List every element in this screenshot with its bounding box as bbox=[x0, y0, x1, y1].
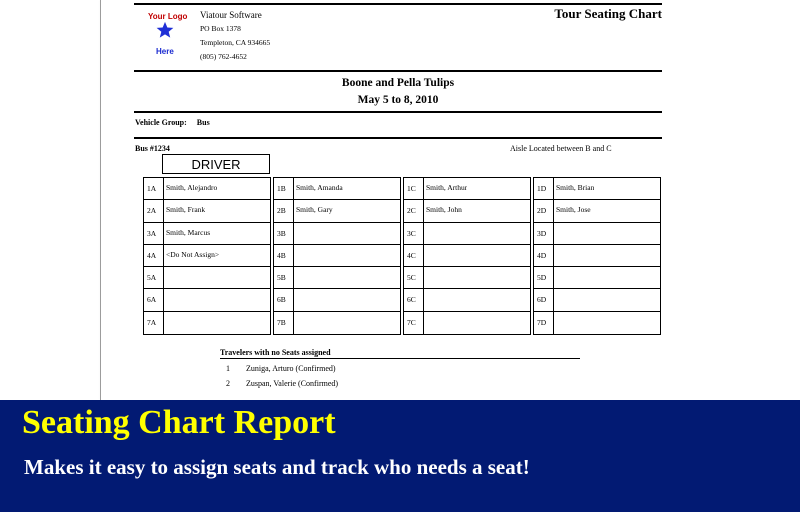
seat-row bbox=[534, 200, 660, 222]
seat-row bbox=[144, 245, 270, 267]
company-info bbox=[200, 8, 270, 64]
seat-passenger bbox=[554, 267, 556, 288]
unassigned-heading: Travelers with no Seats assigned bbox=[220, 348, 331, 357]
tour-name: Boone and Pella Tulips bbox=[341, 77, 455, 89]
seat-passenger: Smith, Jose bbox=[556, 205, 591, 215]
seat-passenger bbox=[294, 289, 296, 310]
seat-passenger bbox=[424, 223, 426, 244]
star-icon bbox=[156, 21, 174, 39]
seat-passenger bbox=[424, 289, 426, 310]
seat-row bbox=[144, 289, 270, 311]
seat-row bbox=[404, 178, 530, 200]
seat-number: 5A bbox=[144, 267, 164, 288]
bus-number: Bus #1234 bbox=[135, 144, 170, 153]
background-left bbox=[0, 0, 88, 400]
seat-row bbox=[404, 267, 530, 289]
background-right bbox=[697, 0, 800, 400]
seat-number: 3C bbox=[404, 223, 424, 244]
seat-row bbox=[274, 289, 400, 311]
seat-number: 7D bbox=[534, 312, 554, 334]
seat-number: 4D bbox=[534, 245, 554, 266]
seat-passenger: Smith, Gary bbox=[296, 205, 333, 215]
seat-passenger bbox=[554, 289, 556, 310]
seat-row bbox=[144, 223, 270, 245]
seat-row bbox=[404, 245, 530, 267]
seat-passenger: <Do Not Assign> bbox=[166, 249, 220, 259]
logo-text-top: Your Logo bbox=[148, 12, 188, 21]
seat-passenger bbox=[164, 267, 166, 288]
company-phone: (805) 762-4652 bbox=[200, 52, 247, 61]
seat-number: 3A bbox=[144, 223, 164, 244]
seat-row bbox=[534, 223, 660, 245]
seat-row bbox=[274, 223, 400, 245]
company-address-1: PO Box 1378 bbox=[200, 24, 241, 33]
seat-number: 7B bbox=[274, 312, 294, 334]
header-rule bbox=[134, 70, 662, 72]
seat-passenger bbox=[424, 312, 426, 334]
seat-row bbox=[144, 267, 270, 289]
vehicle-group-label: Vehicle Group: bbox=[135, 118, 187, 127]
seat-row bbox=[144, 312, 270, 334]
seat-passenger bbox=[294, 245, 296, 266]
unassigned-name-1: Zuniga, Arturo (Confirmed) bbox=[246, 364, 336, 373]
seat-column bbox=[403, 177, 531, 335]
seat-passenger bbox=[294, 267, 296, 288]
seat-number: 6A bbox=[144, 289, 164, 310]
unassigned-name-2: Zuspan, Valerie (Confirmed) bbox=[246, 379, 339, 388]
seat-passenger: Smith, Marcus bbox=[166, 227, 211, 237]
seat-passenger bbox=[554, 223, 556, 244]
seat-number: 5D bbox=[534, 267, 554, 288]
seat-row bbox=[274, 245, 400, 267]
vehicle-group bbox=[135, 118, 210, 127]
seat-number: 6D bbox=[534, 289, 554, 310]
seat-passenger: Smith, Alejandro bbox=[166, 183, 218, 192]
seat-row bbox=[534, 289, 660, 311]
seat-passenger bbox=[294, 223, 296, 244]
report-title: Tour Seating Chart bbox=[554, 6, 662, 21]
seat-passenger: Smith, John bbox=[426, 205, 462, 215]
seat-number: 2D bbox=[534, 200, 554, 221]
seat-number: 4B bbox=[274, 245, 294, 266]
company-address-2: Templeton, CA 934665 bbox=[200, 38, 271, 47]
seat-row bbox=[274, 200, 400, 222]
seat-row bbox=[144, 200, 270, 222]
seat-row bbox=[404, 312, 530, 334]
top-rule bbox=[134, 3, 662, 5]
logo-text-bottom: Here bbox=[156, 47, 174, 56]
seat-number: 4C bbox=[404, 245, 424, 266]
seat-number: 7C bbox=[404, 312, 424, 334]
seat-number: 6B bbox=[274, 289, 294, 310]
seat-column bbox=[143, 177, 271, 335]
seat-number: 2C bbox=[404, 200, 424, 221]
driver-box: DRIVER bbox=[162, 154, 270, 174]
seat-row bbox=[534, 312, 660, 334]
seat-number: 3B bbox=[274, 223, 294, 244]
seat-number: 2A bbox=[144, 200, 164, 221]
seat-number: 4A bbox=[144, 245, 164, 266]
seat-passenger bbox=[554, 312, 556, 334]
seat-row bbox=[274, 267, 400, 289]
aisle-info: Aisle Located between B and C bbox=[510, 144, 612, 153]
seat-passenger bbox=[554, 245, 556, 266]
seat-passenger bbox=[294, 312, 296, 334]
seat-number: 7A bbox=[144, 312, 164, 334]
seat-number: 6C bbox=[404, 289, 424, 310]
tour-dates: May 5 to 8, 2010 bbox=[357, 94, 439, 106]
seat-row bbox=[274, 312, 400, 334]
seat-number: 2B bbox=[274, 200, 294, 221]
banner-title: Seating Chart Report bbox=[22, 404, 336, 441]
seat-passenger: Smith, Arthur bbox=[426, 183, 468, 192]
unassigned-num-2: 2 bbox=[226, 379, 230, 388]
vehicle-rule bbox=[134, 137, 662, 139]
seat-passenger bbox=[424, 267, 426, 288]
seat-column bbox=[533, 177, 661, 335]
company-logo bbox=[136, 10, 196, 60]
seat-number: 3D bbox=[534, 223, 554, 244]
seat-row bbox=[274, 178, 400, 200]
seat-row bbox=[404, 223, 530, 245]
seat-row bbox=[404, 200, 530, 222]
banner-subtitle: Makes it easy to assign seats and track who needs a seat! bbox=[24, 455, 530, 479]
seat-number: 5C bbox=[404, 267, 424, 288]
tour-rule bbox=[134, 111, 662, 113]
seat-passenger bbox=[164, 289, 166, 310]
seat-number: 1A bbox=[144, 178, 164, 199]
company-name: Viatour Software bbox=[200, 10, 262, 20]
seat-row bbox=[404, 289, 530, 311]
seat-row bbox=[534, 178, 660, 200]
seat-number: 5B bbox=[274, 267, 294, 288]
seat-passenger bbox=[164, 312, 166, 334]
seat-passenger bbox=[424, 245, 426, 266]
seat-row bbox=[144, 178, 270, 200]
seat-number: 1C bbox=[404, 178, 424, 199]
seat-row bbox=[534, 245, 660, 267]
seat-number: 1B bbox=[274, 178, 294, 199]
seat-column bbox=[273, 177, 401, 335]
seat-number: 1D bbox=[534, 178, 554, 199]
seat-passenger: Smith, Frank bbox=[166, 205, 206, 215]
unassigned-num-1: 1 bbox=[226, 364, 230, 373]
unassigned-rule bbox=[220, 358, 580, 359]
vehicle-group-value: Bus bbox=[196, 118, 210, 127]
seat-passenger: Smith, Brian bbox=[556, 183, 595, 192]
seat-row bbox=[534, 267, 660, 289]
seat-passenger: Smith, Amanda bbox=[296, 183, 343, 192]
